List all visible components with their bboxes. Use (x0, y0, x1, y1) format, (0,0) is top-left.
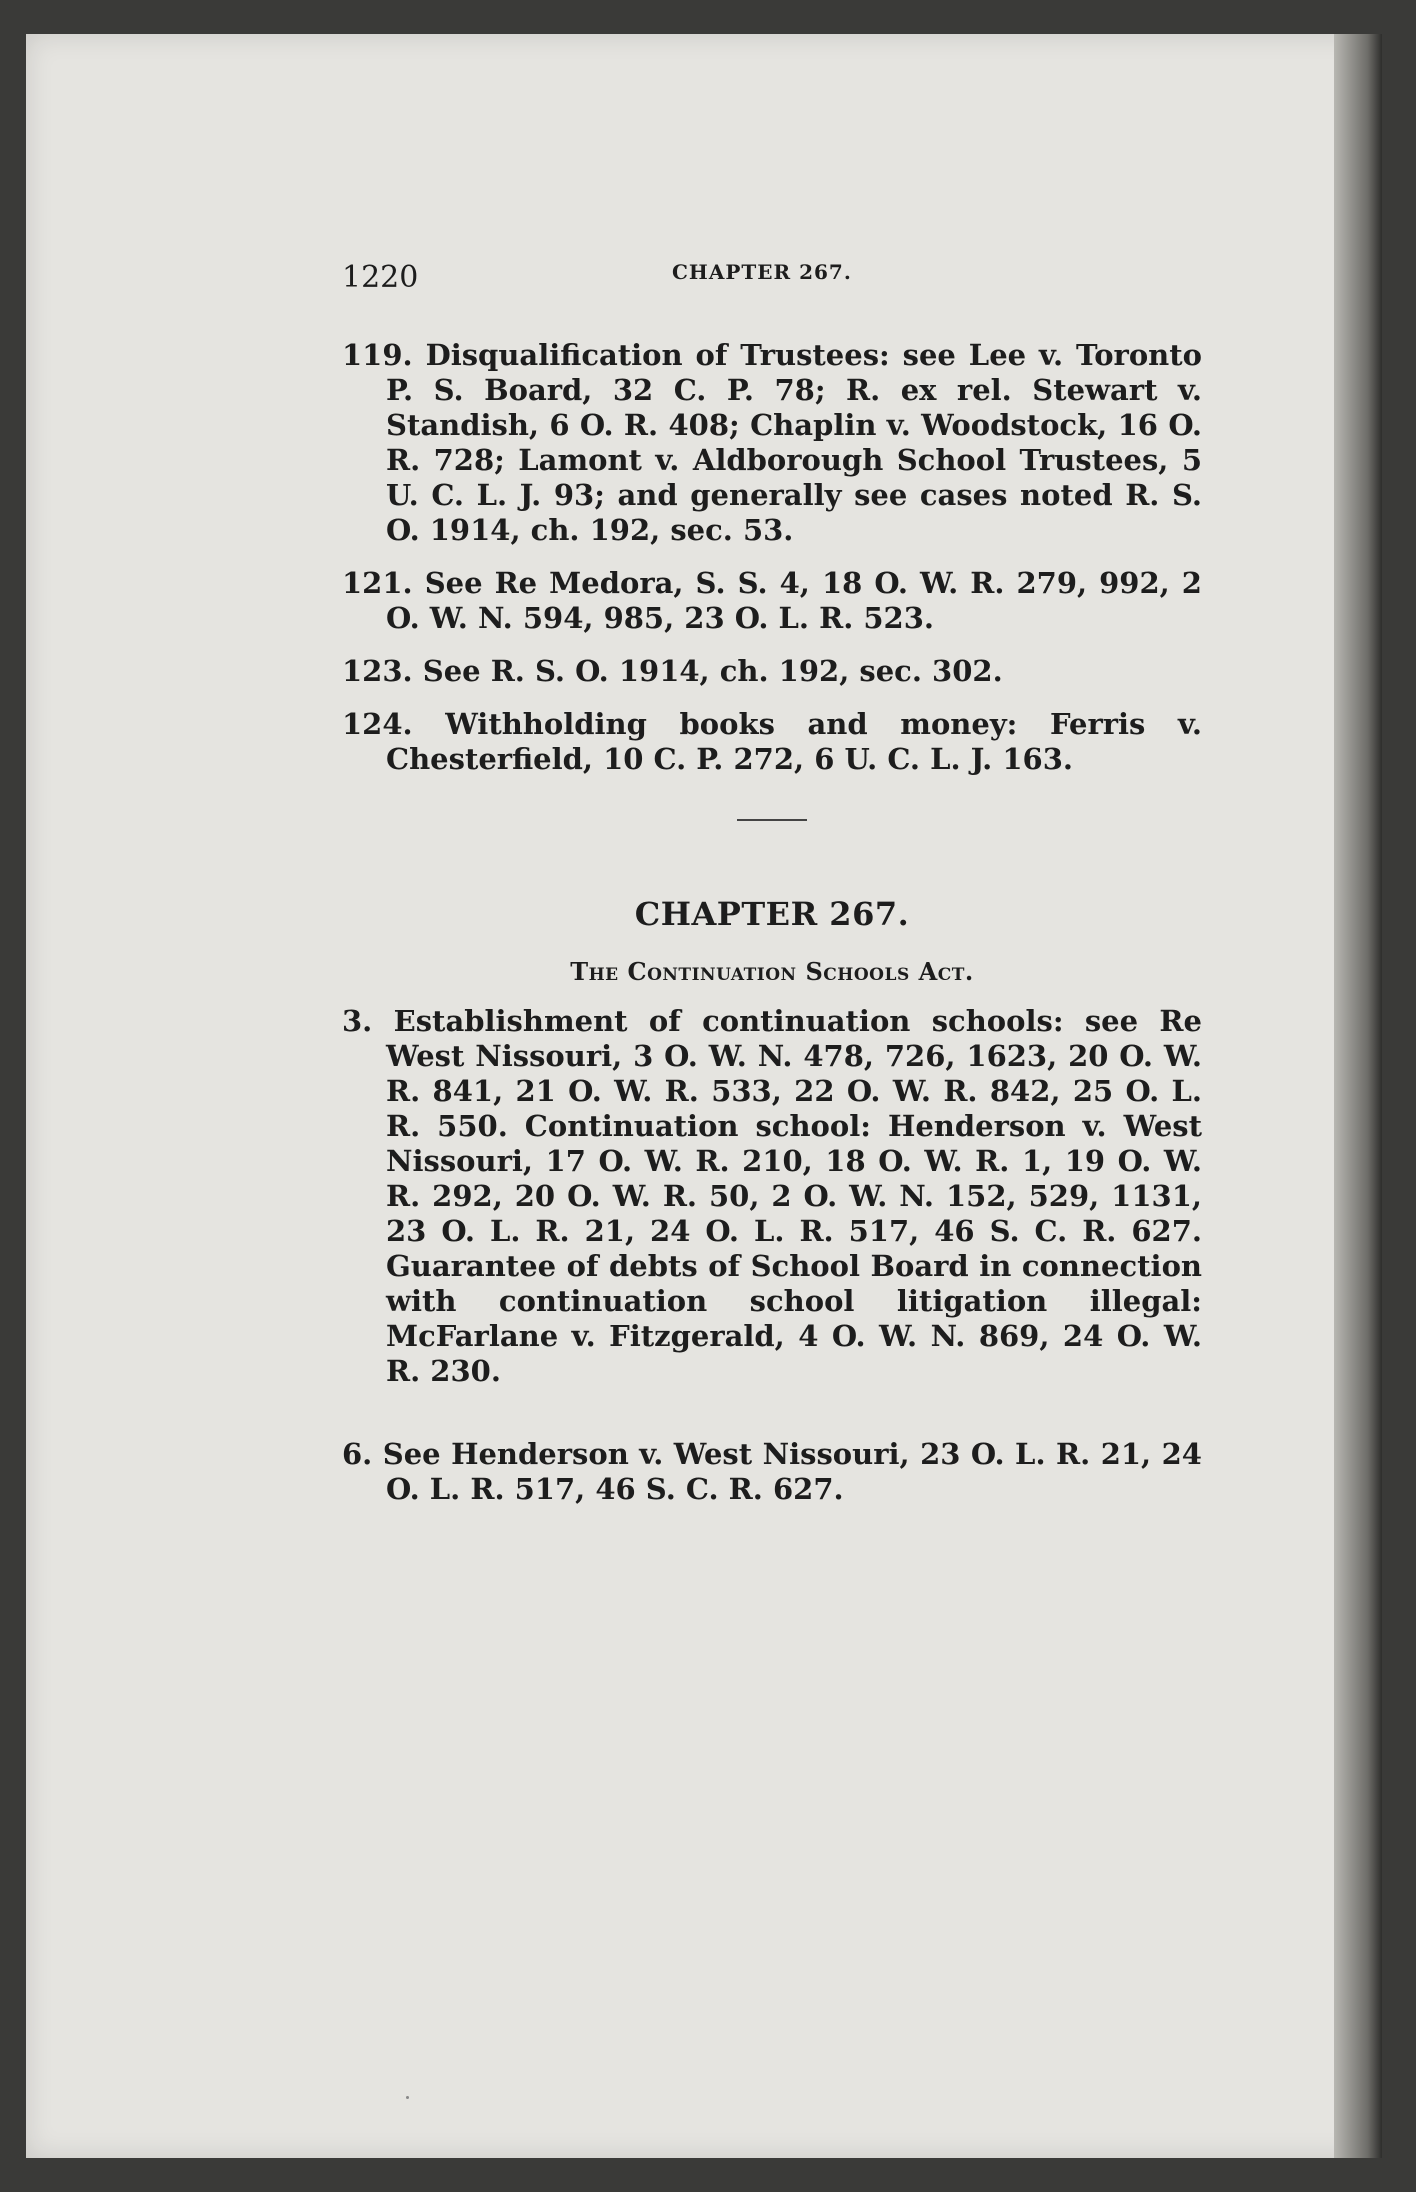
note-entry-3 (342, 1004, 1202, 1389)
page-text-block (342, 254, 1202, 1507)
note-entry-119 (342, 338, 1202, 548)
note-text: Establishment of continuation schools: see Re West Nissouri, 3 O. W. N. 478, 726, 1623, 20 O. W. R. 841, 21 O. W. R. 533, 22 O. W. R. 842, 25 O. L. R. 550. Continuation school: Henderson v. West Nissouri, 17 O. W. R. 210, 18 O. W. R. 1, 19 O. W. R. 292, 20 O. W. R. 50, 2 O. W. N. 152, 529, 1131, 23 O. L. R. 21, 24 O. L. R. 517, 46 S. C. R. 627. Guarantee of debts of School Board in connection with continuation school litigation illegal: McFarlane v. Fitzgerald, 4 O. W. N. 869, 24 O. W. R. 230. (386, 1004, 1202, 1388)
running-head (342, 254, 1202, 302)
book-spine-shadow (1334, 34, 1382, 2158)
act-title: The Continuation Schools Act. (570, 957, 974, 986)
page-number: 1220 (342, 260, 419, 295)
note-text: Withholding books and money: Ferris v. Chesterfield, 10 C. P. 272, 6 U. C. L. J. 163. (386, 707, 1202, 776)
book-page (26, 34, 1382, 2158)
note-number: 123. (342, 654, 413, 688)
note-entry-6 (342, 1437, 1202, 1507)
paper-speck (406, 2096, 409, 2099)
note-number: 119. (342, 338, 413, 372)
note-number: 121. (342, 566, 413, 600)
running-head-title: CHAPTER 267. (672, 260, 852, 284)
section-divider (737, 819, 807, 821)
chapter-title: CHAPTER 267. (634, 895, 910, 933)
note-entry-124 (342, 707, 1202, 777)
note-text: See R. S. O. 1914, ch. 192, sec. 302. (422, 654, 1003, 688)
note-entry-123 (342, 654, 1202, 689)
note-number: 3. (342, 1004, 373, 1038)
note-text: Disqualification of Trustees: see Lee v. Toronto P. S. Board, 32 C. P. 78; R. ex rel. Stewart v. Standish, 6 O. R. 408; Chaplin v. Woodstock, 16 O. R. 728; Lamont v. Aldborough School Trustees, 5 U. C. L. J. 93; and generally see cases noted R. S. O. 1914, ch. 192, sec. 53. (386, 338, 1202, 547)
note-number: 124. (342, 707, 413, 741)
note-text: See Henderson v. West Nissouri, 23 O. L. R. 21, 24 O. L. R. 517, 46 S. C. R. 627. (382, 1437, 1202, 1506)
note-text: See Re Medora, S. S. 4, 18 O. W. R. 279, 992, 2 O. W. N. 594, 985, 23 O. L. R. 523. (386, 566, 1202, 635)
note-number: 6. (342, 1437, 373, 1471)
note-entry-121 (342, 566, 1202, 636)
